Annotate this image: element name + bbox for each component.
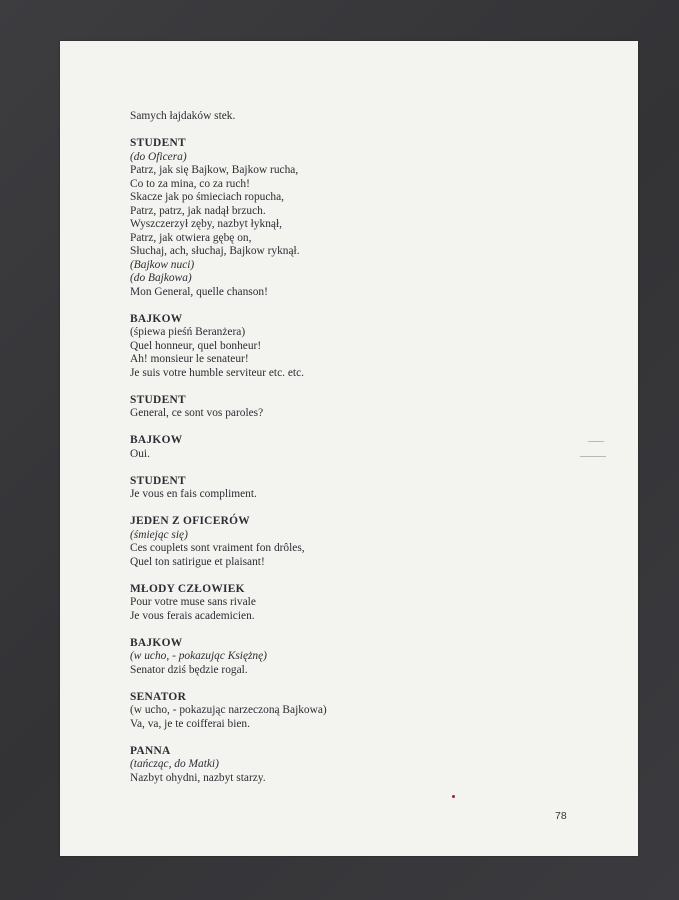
dialogue-line: Ah! monsieur le senateur! xyxy=(130,353,249,365)
dialogue-line: Pour votre muse sans rivale xyxy=(130,596,256,608)
dialogue-line: Je suis votre humble serviteur etc. etc. xyxy=(130,366,304,379)
stage-direction: (do Bajkowa) xyxy=(130,272,192,284)
scan-artifact-line xyxy=(588,441,604,442)
dialogue-line: Ces couplets sont vraiment fon drôles, xyxy=(130,542,305,554)
dialogue-line: Wyszczerzył zęby, nazbyt łyknął, xyxy=(130,218,282,230)
stage-direction: (Bajkow nuci) xyxy=(130,258,195,271)
stage-direction: (w ucho, - pokazując Księżnę) xyxy=(130,650,267,662)
dialogue-line: Nazbyt ohydni, nazbyt starzy. xyxy=(130,771,266,784)
stanza-gap xyxy=(130,677,530,691)
speaker-name: MŁODY CZŁOWIEK xyxy=(130,582,245,595)
stage-direction: (śmiejąc się) xyxy=(130,528,188,541)
dialogue-line: Słuchaj, ach, słuchaj, Bajkow ryknął. xyxy=(130,245,300,257)
stanza-gap xyxy=(130,299,530,313)
dialogue-line: Je vous en fais compliment. xyxy=(130,488,257,500)
dialogue-line: (w ucho, - pokazując narzeczoną Bajkowa) xyxy=(130,704,327,716)
scan-artifact-line xyxy=(580,456,606,457)
stage-direction: (do Oficera) xyxy=(130,150,187,163)
speaker-name: BAJKOW xyxy=(130,312,183,325)
stanza-gap xyxy=(130,124,530,138)
speaker-name: STUDENT xyxy=(130,474,186,487)
speaker-name: PANNA xyxy=(130,744,171,757)
dialogue-line: Quel honneur, quel bonheur! xyxy=(130,339,262,352)
dialogue-line: Senator dziś będzie rogal. xyxy=(130,663,248,676)
stanza-gap xyxy=(130,461,530,475)
ink-speck xyxy=(452,795,455,798)
stage-direction: (tańcząc, do Matki) xyxy=(130,758,219,770)
dialogue-line: Quel ton satirigue et plaisant! xyxy=(130,555,265,568)
speaker-name: STUDENT xyxy=(130,137,186,149)
dialogue-line: Patrz, patrz, jak nadął brzuch. xyxy=(130,204,266,217)
stanza-gap xyxy=(130,623,530,637)
dialogue-line: Patrz, jak się Bajkow, Bajkow rucha, xyxy=(130,164,299,176)
speaker-name: SENATOR xyxy=(130,690,187,703)
stanza-gap xyxy=(130,569,530,583)
dialogue-line: General, ce sont vos paroles? xyxy=(130,407,264,419)
dialogue-line: Co to za mina, co za ruch! xyxy=(130,177,250,190)
dialogue-text xyxy=(130,110,530,785)
speaker-name: JEDEN Z OFICERÓW xyxy=(130,515,250,527)
speaker-name: BAJKOW xyxy=(130,434,183,446)
dialogue-line: (śpiewa pieśń Beranżera) xyxy=(130,326,246,338)
stanza-gap xyxy=(130,380,530,394)
dialogue-line: Mon General, quelle chanson! xyxy=(130,285,268,298)
dialogue-line: Je vous ferais academicien. xyxy=(130,609,255,622)
dialogue-line: Samych łajdaków stek. xyxy=(130,110,236,122)
stanza-gap xyxy=(130,502,530,516)
stanza-gap xyxy=(130,731,530,745)
dialogue-line: Patrz, jak otwiera gębę on, xyxy=(130,231,252,244)
speaker-name: BAJKOW xyxy=(130,636,183,649)
stanza-gap xyxy=(130,421,530,435)
dialogue-line: Va, va, je te coifferai bien. xyxy=(130,717,250,730)
dialogue-line: Oui. xyxy=(130,447,150,460)
speaker-name: STUDENT xyxy=(130,393,186,406)
page-number: 78 xyxy=(555,810,567,822)
dialogue-line: Skacze jak po śmieciach ropucha, xyxy=(130,191,285,203)
